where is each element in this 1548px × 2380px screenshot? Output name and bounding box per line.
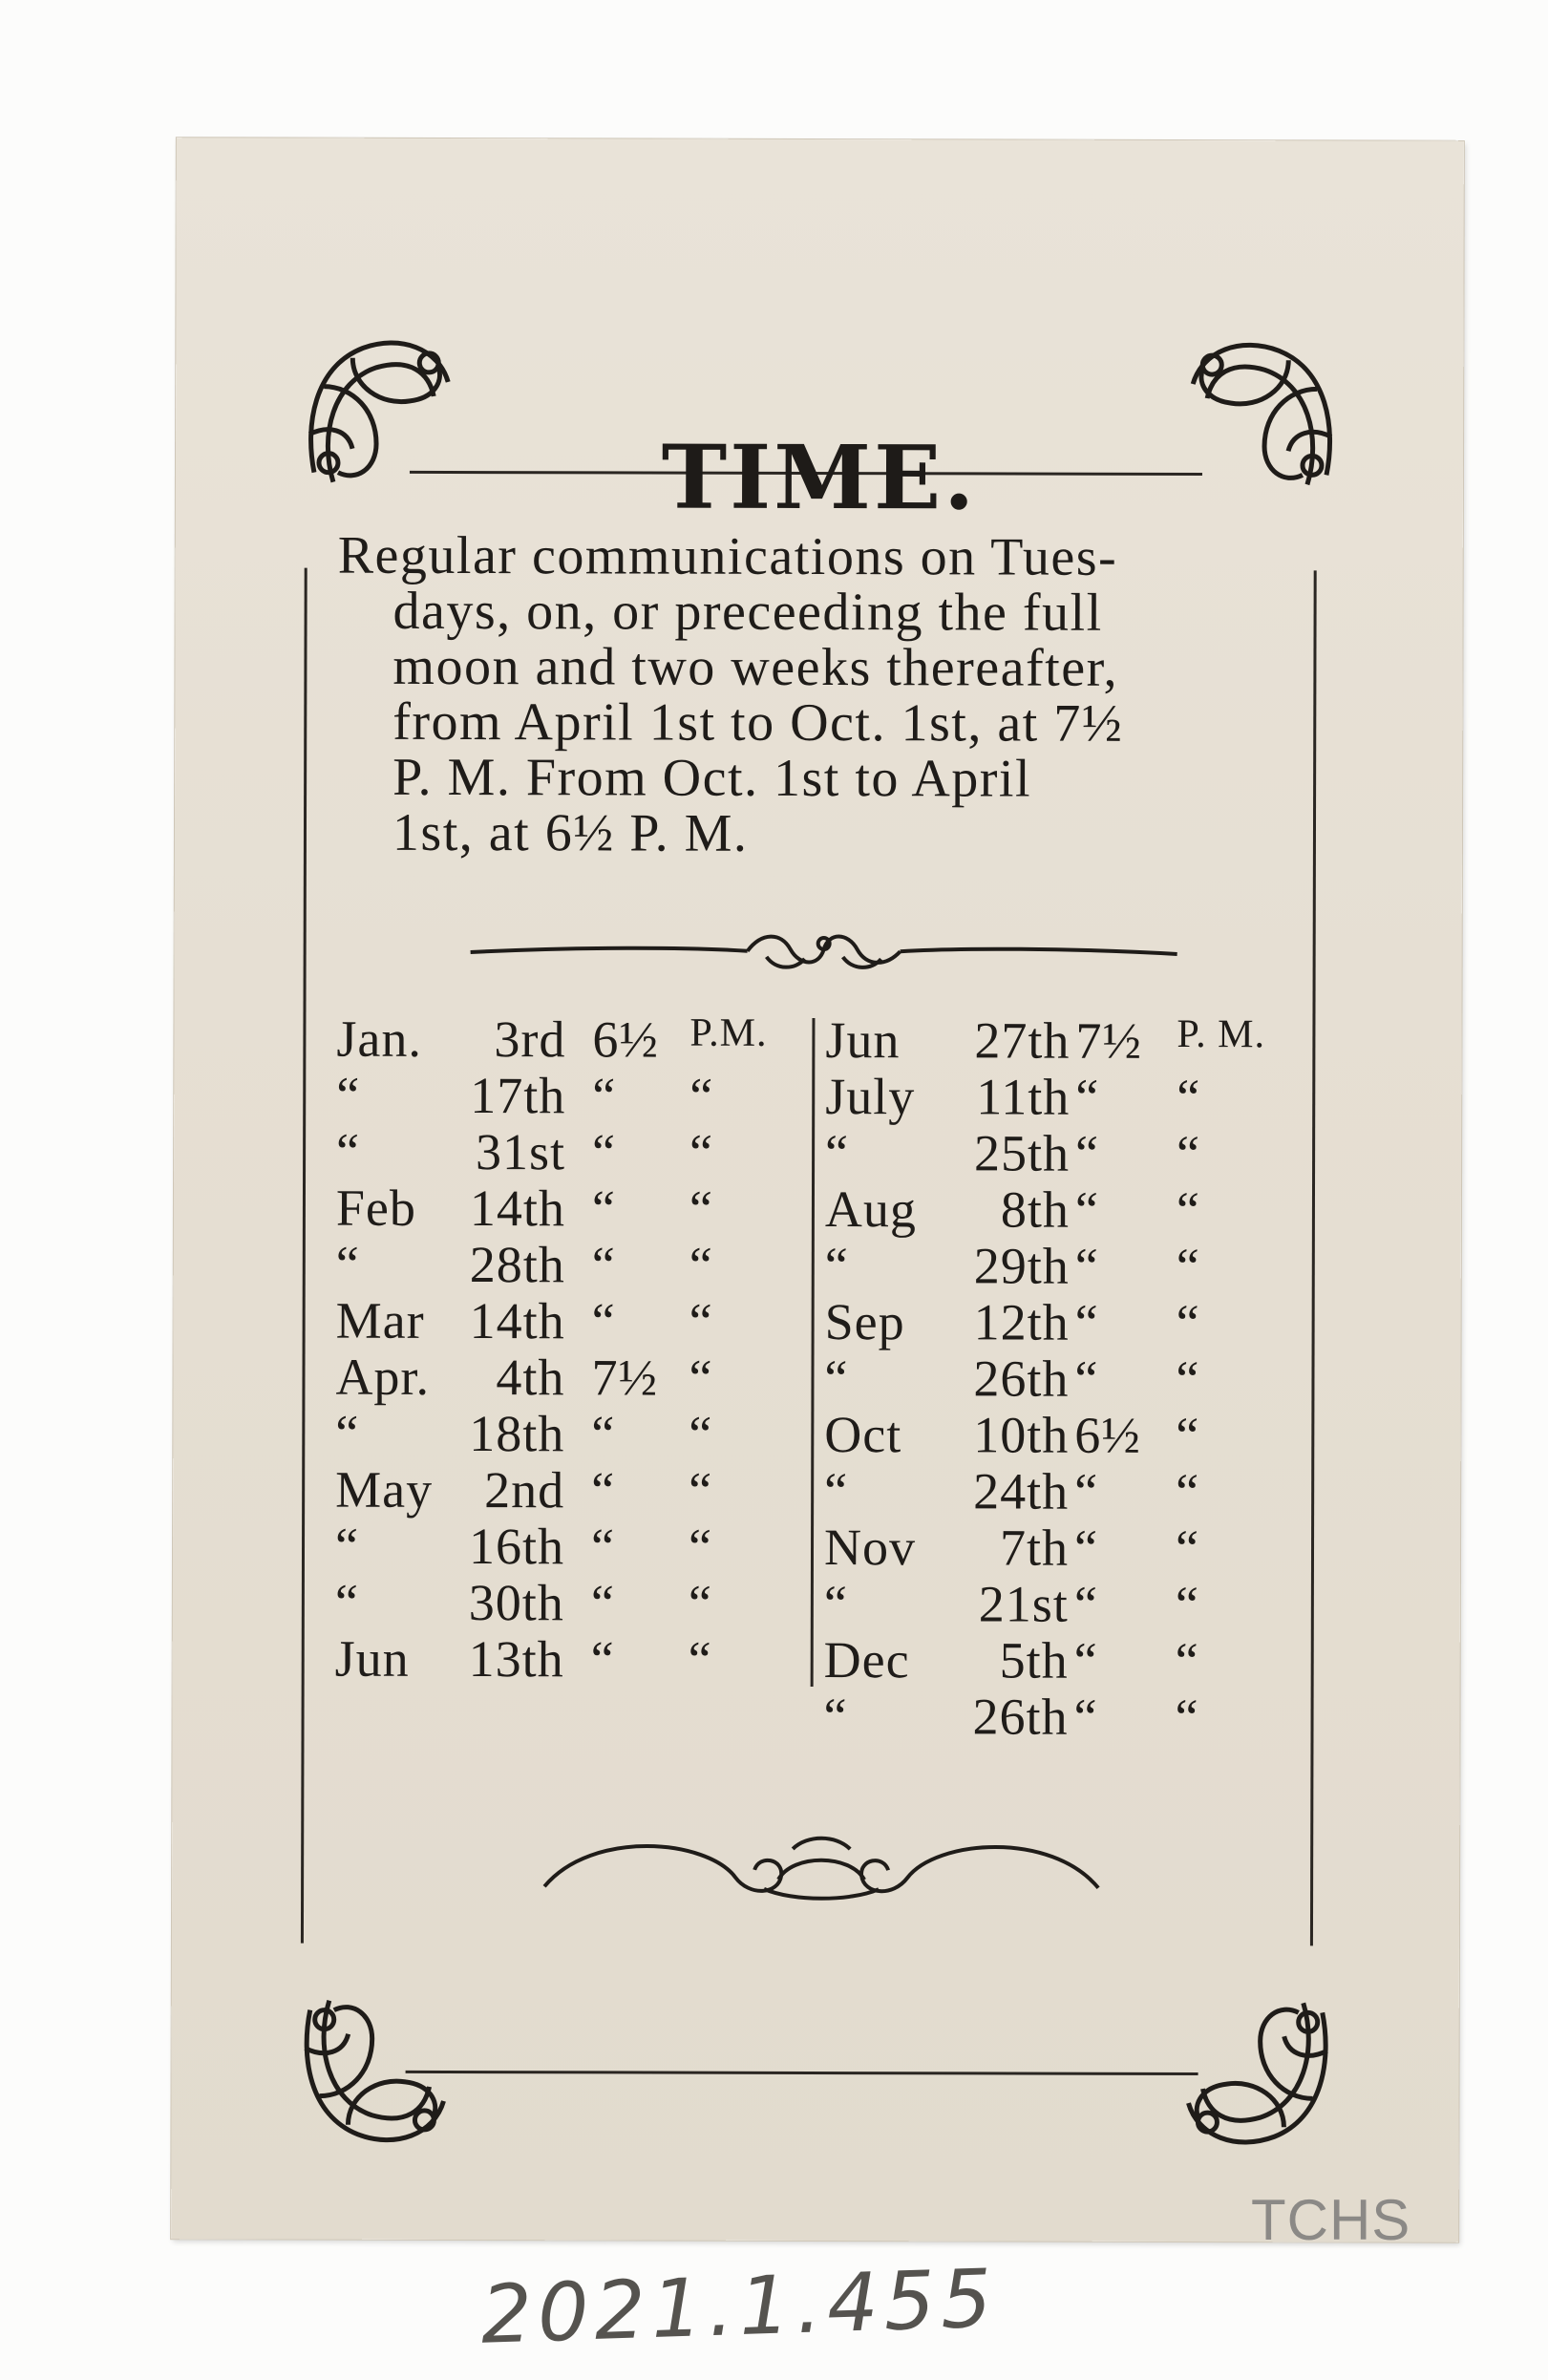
schedule-row xyxy=(824,1349,1321,1409)
schedule-row xyxy=(824,1292,1322,1352)
schedule-day: 13th xyxy=(468,1630,564,1689)
schedule-meridiem: “ xyxy=(1175,1575,1199,1634)
schedule-row xyxy=(335,1629,813,1687)
schedule-meridiem: “ xyxy=(688,1630,712,1689)
schedule-row xyxy=(825,1067,1322,1127)
schedule-day: 8th xyxy=(1000,1180,1071,1239)
schedule-row xyxy=(823,1518,1321,1578)
schedule-time: “ xyxy=(1074,1293,1099,1351)
schedule-meridiem: “ xyxy=(689,1349,713,1407)
schedule-month: “ xyxy=(334,1573,359,1631)
schedule-time: “ xyxy=(1073,1575,1098,1633)
schedule-month: Apr. xyxy=(335,1348,431,1406)
celtic-knot-corner-icon xyxy=(290,1991,453,2154)
schedule-row xyxy=(336,1009,814,1067)
schedule-meridiem: “ xyxy=(1176,1406,1200,1465)
paragraph-line: days, on, or preceeding the full xyxy=(392,581,1103,643)
schedule-day: 26th xyxy=(973,1349,1070,1408)
schedule-month: Jun xyxy=(334,1629,410,1688)
schedule-time: 6½ xyxy=(1074,1406,1141,1464)
schedule-time: “ xyxy=(590,1574,615,1632)
schedule-meridiem: “ xyxy=(1177,1124,1201,1183)
schedule-month: Aug xyxy=(824,1180,918,1239)
scroll-flourish-icon xyxy=(535,1819,1108,1917)
paragraph-line: Regular communications on Tues- xyxy=(337,525,1118,587)
schedule-time: “ xyxy=(1075,1068,1100,1126)
schedule-day: 2nd xyxy=(484,1461,565,1519)
schedule-meridiem: “ xyxy=(1175,1631,1199,1690)
schedule-meridiem: “ xyxy=(1176,1237,1200,1296)
schedule-month: Mar xyxy=(335,1291,425,1349)
border-left-rule xyxy=(301,568,307,1944)
schedule-month: “ xyxy=(336,1122,361,1180)
schedule-day: 25th xyxy=(974,1124,1071,1182)
schedule-meridiem: “ xyxy=(1177,1068,1201,1127)
schedule-day: 11th xyxy=(976,1068,1071,1126)
schedule-row xyxy=(336,1235,814,1292)
schedule-row xyxy=(336,1179,814,1236)
schedule-row xyxy=(825,1010,1322,1068)
schedule-time: “ xyxy=(591,1461,616,1519)
schedule-row xyxy=(823,1574,1321,1634)
schedule-day: 7th xyxy=(999,1519,1070,1577)
schedule-meridiem: “ xyxy=(689,1461,713,1519)
scroll-flourish-icon xyxy=(461,922,1187,981)
paragraph-line: moon and two weeks thereafter, xyxy=(392,636,1119,698)
schedule-day: 14th xyxy=(469,1292,565,1350)
schedule-column-right xyxy=(823,1010,1322,1747)
schedule-meridiem: “ xyxy=(1176,1180,1200,1240)
schedule-day: 24th xyxy=(973,1462,1070,1520)
schedule-day: 29th xyxy=(973,1237,1070,1295)
schedule-meridiem: “ xyxy=(689,1236,713,1294)
schedule-meridiem: “ xyxy=(689,1179,713,1238)
schedule-month: Jan. xyxy=(336,1009,422,1068)
schedule-month: “ xyxy=(823,1688,848,1746)
schedule-row xyxy=(824,1630,1321,1688)
schedule-meridiem: “ xyxy=(1176,1462,1200,1521)
border-bottom-rule xyxy=(406,2071,1198,2075)
schedule-month: “ xyxy=(336,1066,361,1124)
schedule-row xyxy=(336,1122,814,1179)
schedule-meridiem: P. M. xyxy=(1177,1011,1266,1057)
schedule-month: “ xyxy=(824,1237,849,1295)
schedule-row xyxy=(335,1460,813,1518)
schedule-time: “ xyxy=(1074,1462,1099,1520)
schedule-row xyxy=(336,1291,814,1349)
lodge-time-card xyxy=(171,138,1464,2362)
schedule-day: 16th xyxy=(468,1518,565,1576)
schedule-month: Feb xyxy=(335,1179,417,1237)
schedule-month: “ xyxy=(334,1517,360,1575)
schedule-day: 18th xyxy=(469,1405,565,1463)
schedule-day: 12th xyxy=(973,1293,1070,1351)
schedule-meridiem: “ xyxy=(1176,1349,1200,1409)
schedule-time: “ xyxy=(590,1630,615,1689)
schedule-day: 14th xyxy=(469,1179,566,1238)
schedule-row xyxy=(335,1348,813,1405)
schedule-row xyxy=(336,1066,814,1123)
schedule-time: 6½ xyxy=(592,1010,659,1069)
schedule-time: “ xyxy=(591,1236,616,1294)
pencil-accession-number: 2021.1.455 xyxy=(479,2251,999,2362)
schedule-meridiem: “ xyxy=(688,1574,712,1632)
schedule-meridiem: “ xyxy=(689,1292,713,1350)
schedule-day: 31st xyxy=(475,1123,566,1181)
celtic-knot-corner-icon xyxy=(1178,1993,1341,2156)
paragraph-line: 1st, at 6½ P. M. xyxy=(392,802,749,863)
paragraph-line: from April 1st to Oct. 1st, at 7½ xyxy=(392,691,1124,754)
schedule-time: “ xyxy=(591,1179,616,1238)
schedule-meridiem: “ xyxy=(1175,1688,1199,1747)
schedule-time: “ xyxy=(592,1067,617,1125)
schedule-day: 10th xyxy=(973,1406,1070,1464)
schedule-month: “ xyxy=(335,1235,360,1293)
schedule-row xyxy=(825,1123,1322,1183)
schedule-row xyxy=(824,1236,1322,1296)
schedule-row xyxy=(824,1461,1321,1519)
schedule-row xyxy=(824,1179,1322,1240)
paragraph-line: P. M. From Oct. 1st to April xyxy=(392,747,1032,809)
schedule-time: “ xyxy=(1074,1349,1099,1408)
schedule-meridiem: “ xyxy=(688,1518,713,1576)
schedule-time: “ xyxy=(591,1292,616,1350)
schedule-month: “ xyxy=(824,1462,849,1520)
schedule-meridiem: “ xyxy=(689,1123,714,1181)
watermark-label: TCHS xyxy=(1251,2188,1411,2252)
schedule-time: “ xyxy=(591,1405,616,1463)
schedule-month: Nov xyxy=(823,1519,917,1577)
schedule-time: 7½ xyxy=(591,1349,659,1407)
schedule-month: “ xyxy=(824,1349,849,1408)
schedule-time: “ xyxy=(1074,1237,1099,1295)
schedule-month: Dec xyxy=(823,1631,910,1689)
schedule-time: “ xyxy=(1073,1519,1099,1577)
schedule-row xyxy=(824,1405,1321,1465)
card-title: TIME. xyxy=(661,425,978,530)
schedule-time: “ xyxy=(590,1518,616,1576)
schedule-day: 28th xyxy=(469,1236,565,1294)
schedule-day: 5th xyxy=(999,1631,1069,1689)
schedule-meridiem: “ xyxy=(1176,1293,1200,1352)
schedule-day: 30th xyxy=(468,1574,564,1632)
schedule-column-left xyxy=(335,1009,815,1687)
schedule-day: 4th xyxy=(496,1349,565,1407)
schedule-row xyxy=(335,1404,813,1461)
schedule-meridiem: “ xyxy=(689,1405,713,1463)
schedule-time: 7½ xyxy=(1075,1011,1142,1070)
schedule-row xyxy=(335,1573,813,1630)
schedule-month: July xyxy=(825,1068,916,1126)
schedule-day: 17th xyxy=(470,1067,566,1125)
schedule-day: 21st xyxy=(978,1575,1069,1633)
schedule-time: “ xyxy=(592,1123,617,1181)
schedule-meridiem: “ xyxy=(1175,1519,1200,1578)
schedule-time: “ xyxy=(1073,1631,1098,1689)
schedule-month: “ xyxy=(335,1404,360,1462)
schedule-day: 26th xyxy=(972,1688,1069,1746)
schedule-month: “ xyxy=(825,1124,850,1182)
schedule-time: “ xyxy=(1074,1180,1099,1239)
schedule-month: Oct xyxy=(824,1406,902,1464)
schedule-time: “ xyxy=(1075,1124,1100,1182)
schedule-meridiem: P.M. xyxy=(689,1010,768,1055)
schedule-row xyxy=(335,1517,813,1574)
schedule-month: Sep xyxy=(824,1293,905,1351)
schedule-row xyxy=(823,1687,1320,1747)
schedule-meridiem: “ xyxy=(689,1067,714,1125)
schedule-day: 3rd xyxy=(494,1010,566,1069)
schedule-time: “ xyxy=(1073,1688,1098,1746)
schedule-month: May xyxy=(335,1460,434,1519)
meeting-times-paragraph xyxy=(337,525,1293,863)
schedule-month: “ xyxy=(823,1575,848,1633)
schedule-month: Jun xyxy=(825,1011,901,1070)
schedule-day: 27th xyxy=(974,1011,1071,1070)
